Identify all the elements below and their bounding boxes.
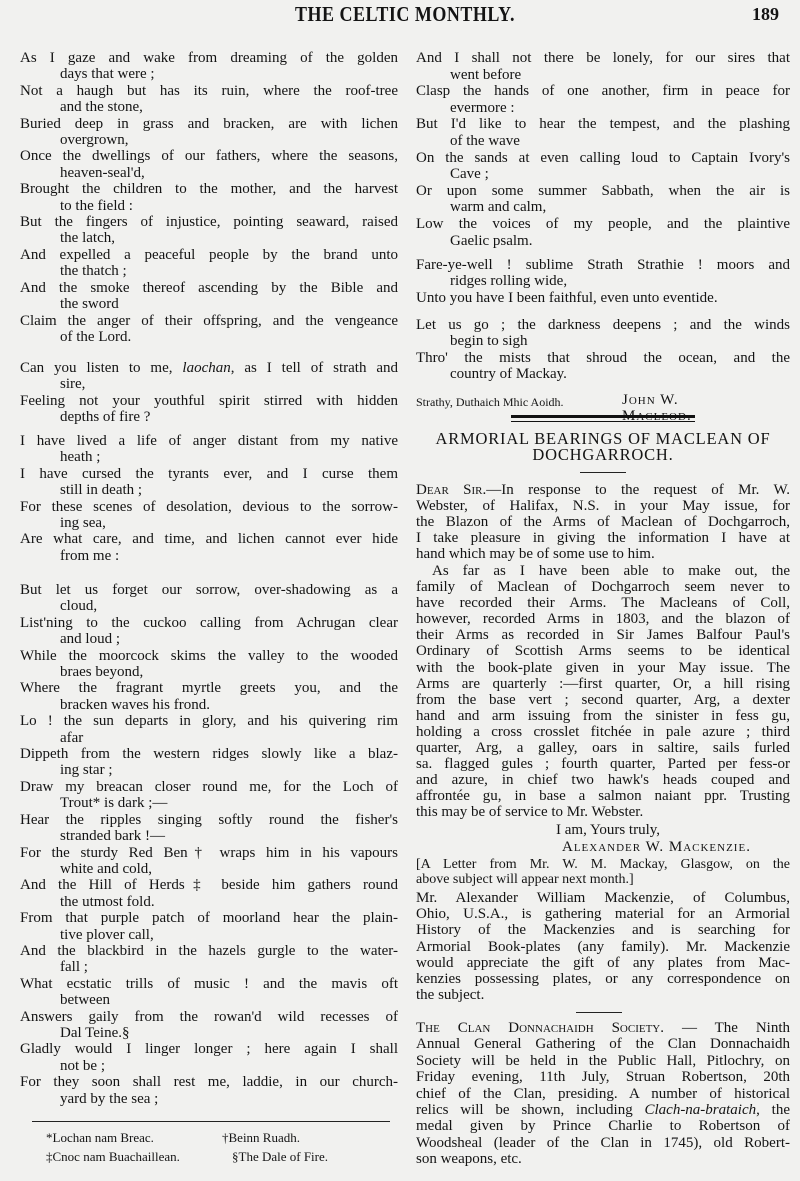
text-line: chief of the Clan, presiding. A number of historical: [416, 1085, 790, 1102]
poem-stanza: [416, 317, 790, 383]
verse-line: sire,: [60, 376, 86, 393]
verse-line: white and cold,: [60, 860, 153, 877]
text-segment: , the: [756, 1102, 790, 1119]
verse-line: depths of fire ?: [60, 409, 151, 426]
letter-signer: Alexander W. Mackenzie.: [562, 839, 751, 855]
text-line: [416, 1102, 790, 1118]
text-line: the subject.: [416, 987, 485, 1004]
footnote: ‡Cnoc nam Buachaillean.: [46, 1149, 180, 1164]
verse: [20, 1074, 398, 1107]
footnote-rule: [32, 1121, 390, 1122]
verse-line: And the blackbird in the hazels gurgle to the water-: [20, 942, 398, 959]
verse: [20, 393, 398, 426]
verse-line: ridges rolling wide,: [450, 273, 568, 290]
verse-line: and loud ;: [60, 631, 120, 648]
verse-line: But I'd like to hear the tempest, and the plashing: [416, 116, 790, 133]
verse-line: Are what care, and time, and lichen cannot ever hide: [20, 531, 398, 548]
verse: [20, 680, 398, 713]
verse-line: went before: [450, 66, 522, 83]
verse-line: and the stone,: [60, 99, 143, 116]
text-segment: Can you listen to me,: [20, 360, 183, 376]
verse-line: tive plover call,: [60, 926, 154, 943]
verse-line: Let us go ; the darkness deepens ; and the winds: [416, 317, 790, 333]
text-line: [416, 1020, 790, 1036]
verse-line: fall ;: [60, 959, 88, 976]
verse-line: days that were ;: [60, 66, 155, 83]
verse: [20, 746, 398, 779]
verse-line: Feeling not your youthful spirit stirred with hidden: [20, 392, 398, 409]
verse-line: ing star ;: [60, 762, 113, 779]
letter-paragraph: [416, 482, 790, 562]
verse-line: evermore :: [450, 99, 515, 116]
verse: [20, 910, 398, 943]
italic-text: Clach-na-brataich: [644, 1102, 757, 1119]
verse-line: [20, 360, 398, 376]
verse: [20, 648, 398, 681]
verse: [20, 779, 398, 812]
text-line: family of Maclean of Dochgarroch seem never to: [416, 579, 790, 596]
verse: [20, 845, 398, 878]
notice-paragraph: [416, 890, 790, 1003]
verse-line: Claim the anger of their offspring, and the vengeance: [20, 312, 398, 329]
verse-line: List'ning to the cuckoo calling from Achrugan clear: [20, 614, 398, 631]
verse-line: bracken waves his frond.: [60, 696, 210, 713]
journal-title: THE CELTIC MONTHLY.: [294, 2, 516, 26]
text-line: Society will be held in the Public Hall, Pitlochry, on: [416, 1052, 790, 1069]
verse-line: And the Hill of Herds‡ beside him gathers round: [20, 877, 398, 894]
text-segment: — The Ninth: [664, 1020, 790, 1036]
verse-line: And expelled a peaceful people by the brand unto: [20, 246, 398, 263]
text-line: Armorial Book-plates (any family). Mr. Mackenzie: [416, 938, 790, 955]
verse-line: ing sea,: [60, 515, 106, 532]
verse: [416, 350, 790, 383]
verse-line: But the fingers of injustice, pointing seaward, raised: [20, 214, 398, 231]
text-line: from the base vert ; second quarter, Arg, a dexter: [416, 691, 790, 708]
verse-line: stranded bark !—: [60, 828, 165, 845]
article-title: [416, 431, 790, 463]
text-line: Arms are quarterly :—first quarter, Or, a hill rising: [416, 675, 790, 692]
verse-line: heath ;: [60, 449, 101, 466]
italic-text: laochan: [182, 360, 231, 376]
footnote: †Beinn Ruadh.: [222, 1130, 300, 1145]
verse-line: On the sands at even calling loud to Captain Ivory's: [416, 149, 790, 166]
verse-line: the latch,: [60, 230, 115, 247]
verse-line: warm and calm,: [450, 199, 547, 216]
editor-note: [416, 858, 790, 887]
verse: [20, 877, 398, 910]
verse-line: Fare-ye-well ! sublime Strath Strathie ! moors and: [416, 257, 790, 273]
verse-line: Lo ! the sun departs in glory, and his quivering rim: [20, 713, 398, 730]
article-title-line: DOCHGARROCH.: [532, 445, 674, 464]
verse: [20, 943, 398, 976]
verse: [416, 83, 790, 116]
text-line: however, recorded Arms in 1803, and the blazon of: [416, 611, 790, 628]
verse-line: Not a haugh but has its ruin, where the roof-tree: [20, 82, 398, 99]
verse: [416, 290, 790, 306]
verse-line: Trout* is dark ;—: [60, 795, 168, 812]
verse-line: the sword: [60, 296, 119, 313]
small-caps-text: The Clan Donnachaidh Society.: [416, 1020, 665, 1036]
verse: [20, 1009, 398, 1042]
text-line: with the book-plate given in your May issue. The: [416, 659, 790, 676]
verse-line: Once the dwellings of our fathers, where the seasons,: [20, 148, 398, 165]
verse-line: From that purple patch of moorland hear the plain-: [20, 910, 398, 927]
text-line: Annual General Gathering of the Clan Donnachaidh: [416, 1036, 790, 1053]
short-rule: [580, 472, 626, 473]
verse: [20, 466, 398, 499]
footnote: *Lochan nam Breac.: [46, 1130, 154, 1145]
poem-stanza: [416, 50, 790, 249]
verse: [20, 214, 398, 247]
verse: [416, 183, 790, 216]
verse-line: begin to sigh: [450, 333, 528, 350]
verse-line: And I shall not there be lonely, for our sires that: [416, 50, 790, 66]
text-line: Woodsheal (leader of the Clan in 1745), old Robert-: [416, 1134, 790, 1151]
verse: [416, 50, 790, 83]
verse-line: For these scenes of desolation, devious to the sorrow-: [20, 498, 398, 515]
verse: [20, 360, 398, 393]
text-line: and azure, in chief two hawk's heads couped and: [416, 772, 790, 789]
poem-stanza: [20, 50, 398, 345]
verse: [20, 1041, 398, 1074]
verse: [20, 976, 398, 1009]
verse-line: Low the voices of my people, and the plaintive: [416, 215, 790, 232]
verse-line: Dal Teine.§: [60, 1024, 130, 1041]
verse-line: the utmost fold.: [60, 893, 155, 910]
verse: [20, 181, 398, 214]
verse: [20, 116, 398, 149]
verse-line: For the sturdy Red Ben† wraps him in his vapours: [20, 844, 398, 861]
verse-line: Clasp the hands of one another, firm in peace for: [416, 83, 790, 100]
verse: [20, 812, 398, 845]
verse-line: Answers gaily from the rowan'd wild recesses of: [20, 1008, 398, 1025]
verse-line: Where the fragrant myrtle greets you, and the: [20, 680, 398, 697]
verse: [416, 116, 790, 149]
small-caps-text: Dear Sir.: [416, 482, 487, 498]
footnote: §The Dale of Fire.: [232, 1149, 329, 1164]
text-line: affrontée gu, in base a salmon naiant ppr. Trusting: [416, 788, 790, 805]
signature-author: John W. Macleod.: [622, 392, 692, 424]
section-double-rule: [511, 421, 695, 422]
text-segment: , as I tell of strath and: [230, 360, 398, 376]
verse: [416, 216, 790, 249]
text-segment: relics will be shown, including: [416, 1102, 645, 1119]
text-line: sa. flagged gules ; fourth quarter, Parted per fess-or: [416, 756, 790, 773]
poem-signature: [416, 392, 692, 424]
verse-line: While the moorcock skims the valley to the wooded: [20, 647, 398, 664]
text-line: above subject will appear next month.]: [416, 871, 634, 887]
verse-line: And the smoke thereof ascending by the Bible and: [20, 279, 398, 296]
text-line: Webster, of Halifax, N.S. in your May issue, for: [416, 498, 790, 515]
text-line: the Blazon of the Arms of Maclean of Dochgarroch,: [416, 514, 790, 531]
text-line: have recorded their Arms. The Macleans of Coll,: [416, 595, 790, 612]
text-line: As far as I have been able to make out, the: [432, 563, 790, 579]
verse: [20, 313, 398, 346]
text-line: hand which may be of some use to him.: [416, 546, 655, 563]
poem-stanza: [20, 582, 398, 1107]
verse-line: country of Mackay.: [450, 366, 567, 383]
text-line: hand and arm issuing from the sinister in fess gu,: [416, 707, 790, 724]
verse-line: Dippeth from the western ridges slowly like a blaz-: [20, 746, 398, 763]
verse-line: Hear the ripples singing softly round the fisher's: [20, 811, 398, 828]
letter-paragraph: [416, 563, 790, 821]
verse-line: Unto you have I been faithful, even unto eventide.: [416, 289, 718, 306]
verse-line: braes beyond,: [60, 664, 144, 681]
verse-line: of the wave: [450, 132, 520, 149]
verse-line: to the field :: [60, 197, 133, 214]
text-line: quarter, Arg, a galley, oars in saltire, sails furled: [416, 740, 790, 757]
verse: [20, 280, 398, 313]
text-line: medal given by Prince Charlie to Robertson of: [416, 1118, 790, 1135]
verse-line: I have cursed the tyrants ever, and I curse them: [20, 465, 398, 482]
verse-line: from me :: [60, 547, 120, 564]
text-line: History of the Mackenzies and is searching for: [416, 922, 790, 939]
verse-line: overgrown,: [60, 132, 129, 149]
verse-line: Or upon some summer Sabbath, when the air is: [416, 182, 790, 199]
text-line: this may be of service to Mr. Webster.: [416, 804, 644, 821]
text-line: I take pleasure in giving the information I have at: [416, 530, 790, 547]
text-line: [A Letter from Mr. W. M. Mackay, Glasgow, on the: [416, 857, 790, 872]
text-line: their Arms as recorded in Sir James Balfour Paul's: [416, 627, 790, 644]
poem-stanza: [20, 433, 398, 564]
verse-line: cloud,: [60, 598, 98, 615]
verse-line: Thro' the mists that shroud the ocean, and the: [416, 349, 790, 366]
verse: [20, 531, 398, 564]
verse-line: But let us forget our sorrow, over-shadowing as a: [20, 582, 398, 598]
verse-line: Buried deep in grass and bracken, are with lichen: [20, 115, 398, 132]
verse-line: yard by the sea ;: [60, 1090, 159, 1107]
poem-stanza: [20, 360, 398, 426]
text-line: Ohio, U.S.A., is gathering material for an Armorial: [416, 906, 790, 923]
verse: [20, 582, 398, 615]
verse: [20, 247, 398, 280]
signature-place: Strathy, Duthaich Mhic Aoidh.: [416, 395, 564, 409]
verse-line: between: [60, 992, 110, 1009]
verse-line: Brought the children to the mother, and the harvest: [20, 181, 398, 198]
verse-line: What ecstatic trills of music ! and the mavis oft: [20, 975, 398, 992]
text-line: Ordinary of Scottish Arms seems to be identical: [416, 643, 790, 660]
clan-notice: [416, 1020, 790, 1168]
verse: [416, 257, 790, 290]
text-line: Mr. Alexander William Mackenzie, of Columbus,: [416, 890, 790, 906]
verse: [416, 317, 790, 350]
verse-line: Gaelic psalm.: [450, 232, 533, 249]
text-line: [416, 482, 790, 498]
verse: [20, 713, 398, 746]
verse-line: not be ;: [60, 1057, 105, 1074]
verse-line: I have lived a life of anger distant from my native: [20, 433, 398, 449]
page-number: 189: [752, 4, 779, 24]
text-line: kenzies possessing plates, or any correspondence on: [416, 971, 790, 988]
verse-line: heaven-seal'd,: [60, 164, 145, 181]
verse-line: For they soon shall rest me, laddie, in our church-: [20, 1074, 398, 1091]
verse: [20, 433, 398, 466]
letter-closing: I am, Yours truly,: [556, 822, 661, 838]
verse: [20, 148, 398, 181]
text-line: Friday evening, 11th July, Struan Robertson, 20th: [416, 1069, 790, 1086]
verse: [20, 499, 398, 532]
text-line: holding a cross crosslet fitchée in pale azure ; third: [416, 723, 790, 740]
verse-line: Gladly would I linger longer ; here again I shall: [20, 1041, 398, 1058]
text-segment: —In response to the request of Mr. W.: [486, 482, 790, 498]
verse-line: of the Lord.: [60, 328, 132, 345]
verse: [20, 83, 398, 116]
verse-line: Cave ;: [450, 166, 489, 183]
verse-line: the thatch ;: [60, 263, 127, 280]
section-double-rule: [511, 415, 695, 418]
verse-line: afar: [60, 729, 84, 746]
article-title-line: ARMORIAL BEARINGS OF MACLEAN OF: [435, 429, 771, 448]
text-line: would appreciate the gift of any plates from Mac-: [416, 954, 790, 971]
short-rule: [576, 1012, 622, 1013]
verse-line: Draw my breacan closer round me, for the Loch of: [20, 778, 398, 795]
poem-stanza: [416, 257, 790, 306]
text-line: son weapons, etc.: [416, 1151, 522, 1168]
verse-line: still in death ;: [60, 482, 143, 499]
verse-line: As I gaze and wake from dreaming of the golden: [20, 50, 398, 66]
verse: [20, 50, 398, 83]
verse: [416, 150, 790, 183]
verse: [20, 615, 398, 648]
